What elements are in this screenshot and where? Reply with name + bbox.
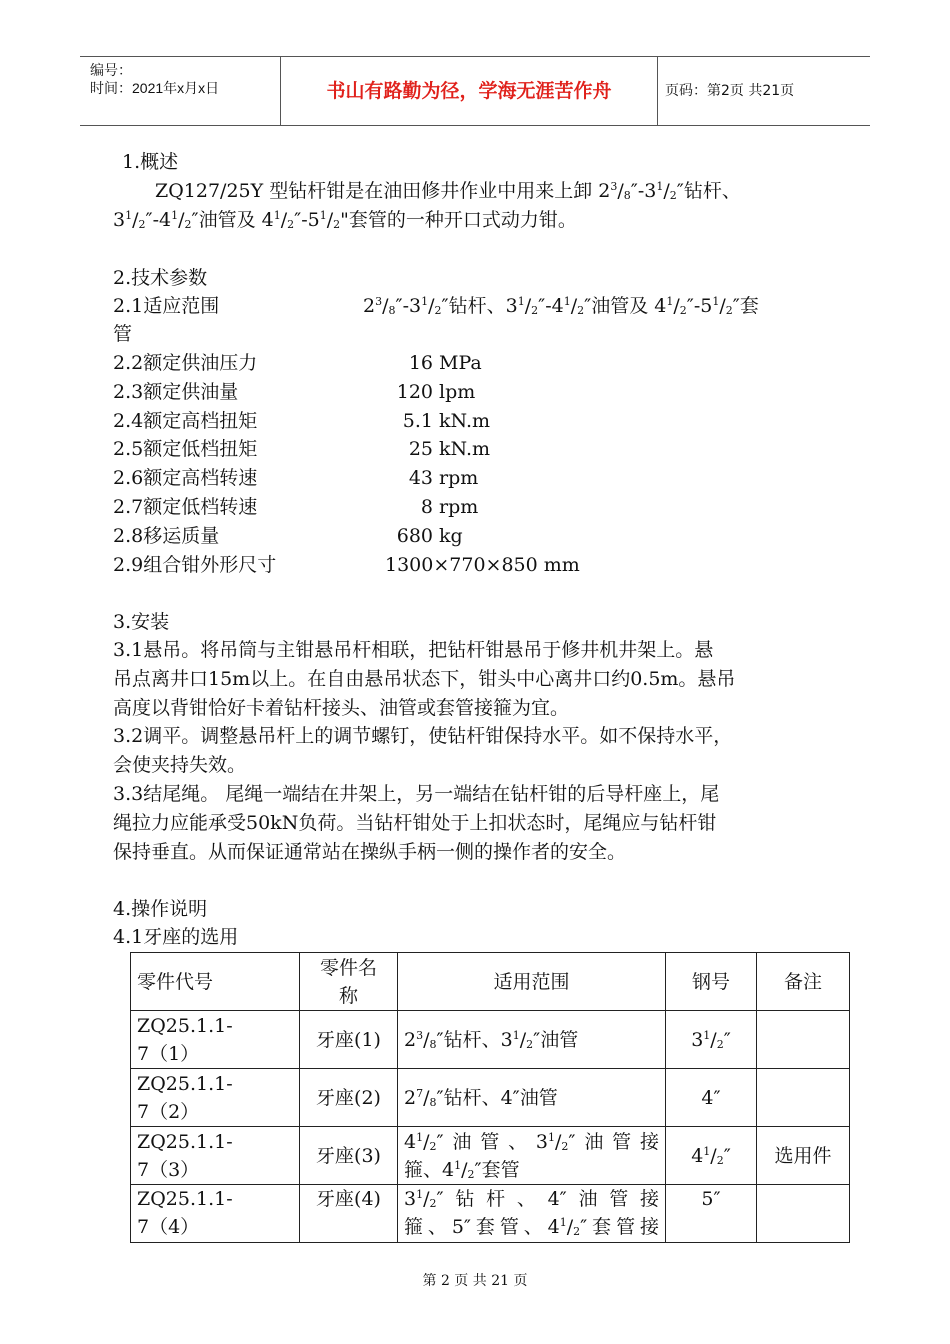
param-label: 2.9组合钳外形尺寸 (113, 553, 277, 576)
table-row (131, 1011, 850, 1069)
th-code: 零件代号 (131, 953, 300, 1011)
param-value: 43 rpm (408, 467, 479, 490)
table-row (131, 1069, 850, 1127)
param-2-1-wrap: 管 (113, 323, 133, 345)
row-range: $2^7/8''$钻杆、4″油管 (398, 1069, 666, 1127)
section-1-title: 1.概述 (122, 151, 179, 173)
section-3-line: 3.1悬吊。将吊筒与主钳悬吊杆相联，把钻杆钳悬吊于修井机井架上。悬 (113, 639, 714, 661)
row-code (131, 1069, 300, 1127)
th-name-line-2: 称 (338, 984, 358, 1007)
section-4-title: 4.操作说明 (113, 898, 208, 920)
section-1-text-d: "套管的一种开口式动力钳。 (340, 209, 577, 231)
row-code-line-2: 7（3） (137, 1158, 200, 1181)
section-3-line: 会使夹持失效。 (113, 754, 247, 777)
row-code-line-1: ZQ25.1.1- (137, 1188, 233, 1210)
page-header (80, 56, 870, 126)
section-1-para-line-1: ZQ127/25Y 型钻杆钳是在油田修井作业中用来上卸 $2^3/8''-3^1/2''$钻杆、 (155, 180, 741, 202)
th-name (300, 953, 398, 1011)
section-3-line: 绳拉力应能承受50kN负荷。当钻杆钳处于上扣状态时，尾绳应与钻杆钳 (113, 811, 717, 834)
param-value: 680 kg (396, 524, 463, 547)
header-meta (80, 57, 280, 125)
row-name: 牙座(3) (300, 1127, 398, 1185)
row-note (757, 1185, 850, 1243)
row-name: 牙座(1) (300, 1011, 398, 1069)
param-value: 25 kN.m (408, 438, 491, 461)
section-3-title: 3.安装 (113, 611, 170, 633)
param-label: 2.2额定供油压力 (113, 352, 258, 374)
row-range: $4^1/2''$油管、$3^1/2''$油管接 箍、$4^1/2''$套管 (398, 1127, 666, 1185)
row-code (131, 1127, 300, 1185)
param-label: 2.3额定供油量 (113, 380, 239, 403)
tooth-seat-table (130, 952, 850, 1243)
header-motto: 书山有路勤为径，学海无涯苦作舟 (280, 57, 658, 125)
row-code-line-1: ZQ25.1.1- (137, 1014, 233, 1037)
param-value: 16 MPa (408, 352, 482, 374)
page-footer: 第 2 页 共 21 页 (422, 1273, 528, 1289)
row-code (131, 1011, 300, 1069)
param-label: 2.8移运质量 (113, 524, 220, 547)
section-4-subtitle: 4.1牙座的选用 (113, 926, 239, 948)
row-range: $3^1/2''$钻杆、4″油管接 箍、5″套管、$4^1/2''$套管接 (398, 1185, 666, 1243)
param-value: 8 rpm (420, 496, 479, 518)
th-range: 适用范围 (398, 953, 666, 1011)
param-label: 2.6额定高档转速 (113, 467, 258, 490)
section-3-line: 保持垂直。从而保证通常站在操纵手柄一侧的操作者的安全。 (113, 840, 627, 863)
row-code-line-2: 7（2） (137, 1100, 200, 1123)
row-note (757, 1069, 850, 1127)
param-label: 2.5额定低档扭矩 (113, 438, 258, 461)
row-steel: 5″ (666, 1185, 757, 1243)
section-1-text-a: ZQ127/25Y 型钻杆钳是在油田修井作业中用来上卸 2 (155, 180, 611, 202)
param-value: 5.1 kN.m (402, 409, 491, 432)
row-code (131, 1185, 300, 1243)
param-2-1-value: $2^3/8''-3^1/2''$钻杆、$3^1/2''-4^1/2''$油管及 $4^1/2''-5^1/2''$套 (363, 295, 759, 317)
th-name-line-1: 零件名 (319, 956, 377, 979)
header-page-info: 页码：第2页 共21页 (665, 83, 795, 99)
th-steel: 钢号 (666, 953, 757, 1011)
param-2-1-label: 2.1适应范围 (113, 295, 220, 317)
section-3-line: 高度以背钳恰好卡着钻杆接头、油管或套管接箍为宜。 (113, 696, 570, 719)
section-1-para-line-2: $3^1/2''-4^1/2''$油管及 $4^1/2''-5^1/2$"套管的一种开口式动力钳。 (113, 209, 577, 231)
row-note (757, 1011, 850, 1069)
param-label: 2.4额定高档扭矩 (113, 409, 258, 432)
param-2-1-tail: 套 (739, 295, 759, 317)
section-3-line: 3.2调平。调整悬吊杆上的调节螺钉，使钻杆钳保持水平。如不保持水平， (113, 725, 733, 748)
row-name: 牙座(4) (300, 1185, 398, 1243)
row-code-line-1: ZQ25.1.1- (137, 1130, 233, 1153)
row-code-line-1: ZQ25.1.1- (137, 1072, 233, 1095)
section-3-line: 3.3结尾绳。 尾绳一端结在井架上，另一端结在钻杆钳的后导杆座上，尾 (113, 783, 720, 805)
time-label: 时间：2021年x月x日 (90, 80, 220, 96)
row-code-line-2: 7（1） (137, 1042, 200, 1065)
number-label: 编号： (90, 62, 132, 78)
table-row (131, 1185, 850, 1243)
table-row (131, 1127, 850, 1185)
row-code-line-2: 7（4） (137, 1216, 200, 1238)
row-name: 牙座(2) (300, 1069, 398, 1127)
row-steel: $3^1/2''$ (666, 1011, 757, 1069)
row-steel: 4″ (666, 1069, 757, 1127)
param-label: 2.7额定低档转速 (113, 496, 258, 518)
param-value: 1300×770×850 mm (385, 553, 580, 576)
section-3-line: 吊点离井口15m以上。在自由悬吊状态下，钳头中心离井口约0.5m。悬吊 (113, 667, 736, 690)
table-header-row (131, 953, 850, 1011)
section-2-title: 2.技术参数 (113, 267, 208, 289)
th-note: 备注 (757, 953, 850, 1011)
param-2-1 (113, 292, 843, 320)
row-range: $2^3/8''$钻杆、$3^1/2''$油管 (398, 1011, 666, 1069)
param-value: 120 lpm (396, 380, 476, 403)
row-steel: $4^1/2''$ (666, 1127, 757, 1185)
row-note: 选用件 (757, 1127, 850, 1185)
